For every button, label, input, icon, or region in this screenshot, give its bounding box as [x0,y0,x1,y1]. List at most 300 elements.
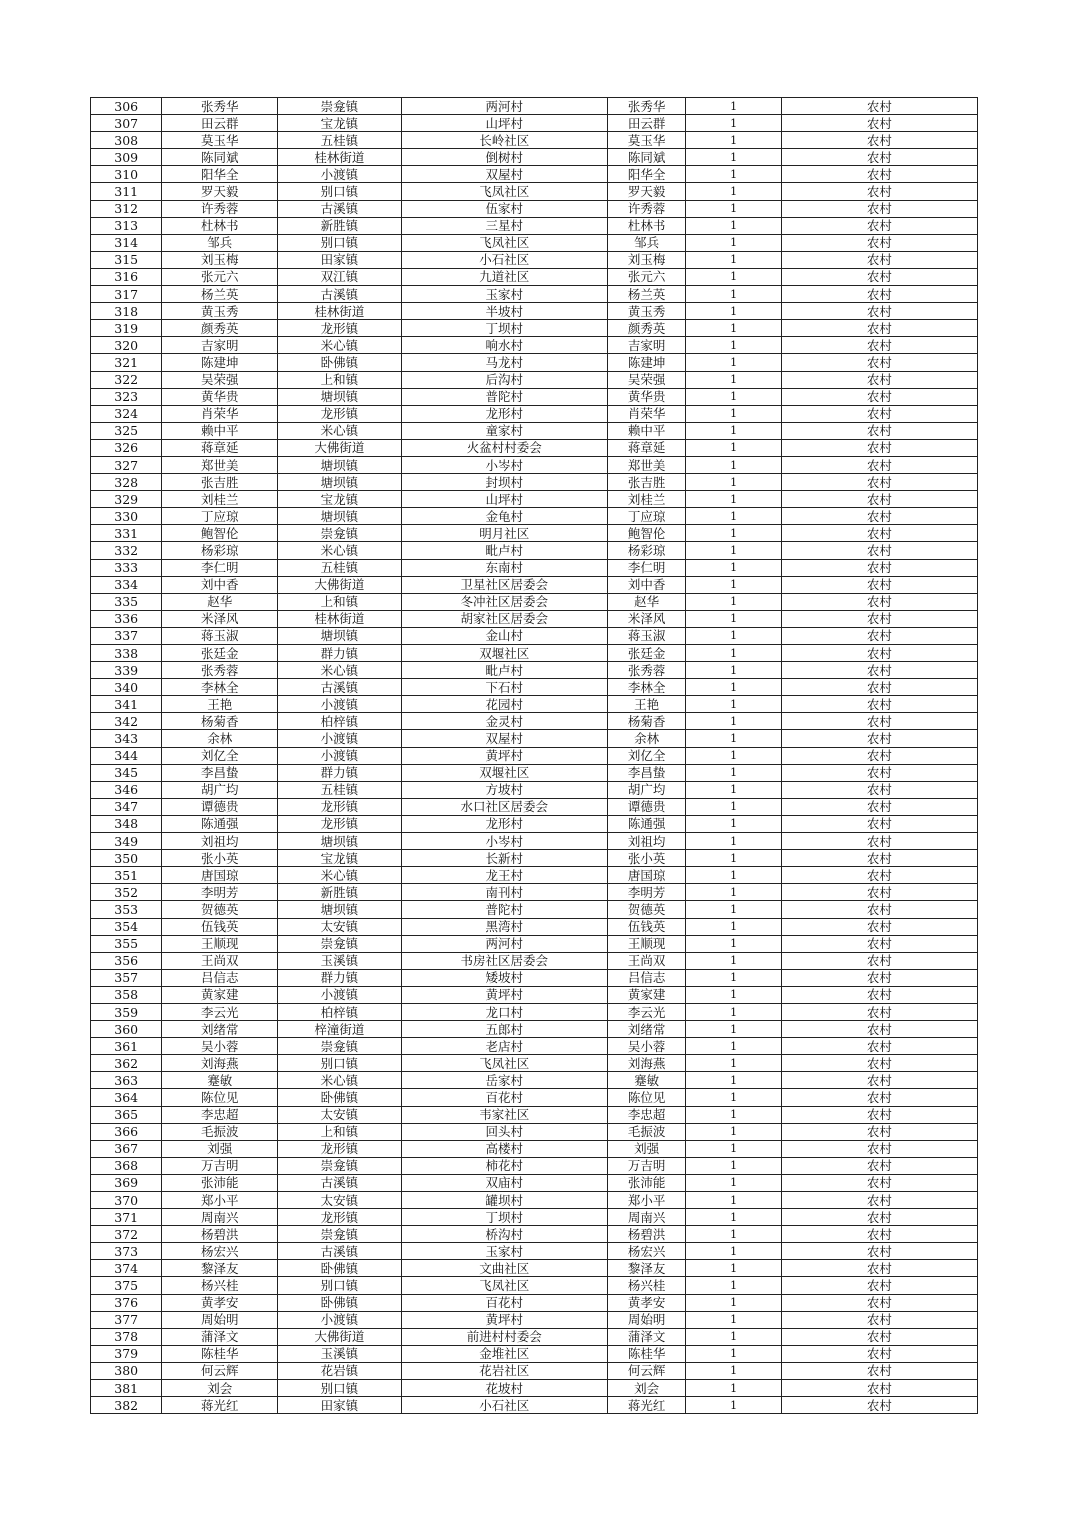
cell-count: 1 [686,986,782,1003]
cell-name: 陈同斌 [162,149,278,166]
cell-name: 陈建坤 [162,354,278,371]
cell-category: 农村 [781,1345,977,1362]
table-row [91,508,978,525]
cell-count: 1 [686,508,782,525]
cell-name: 余林 [162,730,278,747]
cell-name: 肖荣华 [162,405,278,422]
cell-index: 361 [91,1038,162,1055]
cell-index: 324 [91,405,162,422]
cell-recipient: 颜秀英 [607,320,685,337]
cell-index: 382 [91,1397,162,1414]
cell-village: 飞凤社区 [401,1055,607,1072]
table-row [91,645,978,662]
cell-village: 下石村 [401,679,607,696]
cell-count: 1 [686,371,782,388]
cell-count: 1 [686,405,782,422]
cell-recipient: 刘会 [607,1380,685,1397]
cell-recipient: 黄玉秀 [607,303,685,320]
cell-village: 玉家村 [401,286,607,303]
cell-village: 双庙村 [401,1174,607,1191]
cell-count: 1 [686,1072,782,1089]
cell-category: 农村 [781,1311,977,1328]
table-row [91,439,978,456]
cell-name: 王顺现 [162,935,278,952]
cell-name: 莫玉华 [162,132,278,149]
cell-name: 黄玉秀 [162,303,278,320]
cell-index: 312 [91,200,162,217]
table-row [91,1328,978,1345]
cell-recipient: 黄华贵 [607,388,685,405]
table-row [91,781,978,798]
cell-village: 两河村 [401,98,607,115]
table-row [91,1072,978,1089]
cell-village: 老店村 [401,1038,607,1055]
cell-village: 花岩社区 [401,1362,607,1379]
cell-recipient: 张秀蓉 [607,662,685,679]
table-row [91,798,978,815]
cell-recipient: 余林 [607,730,685,747]
cell-village: 百花村 [401,1294,607,1311]
table-row [91,491,978,508]
cell-township: 大佛街道 [278,439,402,456]
cell-village: 岳家村 [401,1072,607,1089]
cell-township: 崇龛镇 [278,1226,402,1243]
cell-village: 山坪村 [401,115,607,132]
cell-category: 农村 [781,833,977,850]
cell-category: 农村 [781,422,977,439]
cell-name: 杨兴桂 [162,1277,278,1294]
cell-recipient: 唐国琼 [607,867,685,884]
cell-index: 331 [91,525,162,542]
cell-index: 374 [91,1260,162,1277]
cell-index: 373 [91,1243,162,1260]
cell-index: 311 [91,183,162,200]
cell-index: 307 [91,115,162,132]
table-row [91,1397,978,1414]
cell-count: 1 [686,1089,782,1106]
cell-township: 塘坝镇 [278,901,402,918]
cell-recipient: 刘强 [607,1140,685,1157]
cell-village: 金山村 [401,627,607,644]
cell-category: 农村 [781,303,977,320]
cell-category: 农村 [781,1362,977,1379]
cell-index: 345 [91,764,162,781]
cell-category: 农村 [781,1089,977,1106]
cell-category: 农村 [781,183,977,200]
cell-index: 333 [91,559,162,576]
cell-name: 刘亿全 [162,747,278,764]
cell-name: 蒋章延 [162,439,278,456]
cell-count: 1 [686,1243,782,1260]
cell-index: 317 [91,286,162,303]
table-row [91,1021,978,1038]
cell-category: 农村 [781,98,977,115]
cell-count: 1 [686,730,782,747]
cell-count: 1 [686,166,782,183]
cell-name: 张元六 [162,268,278,285]
table-row [91,1055,978,1072]
table-row [91,850,978,867]
cell-index: 380 [91,1362,162,1379]
cell-name: 吉家明 [162,337,278,354]
cell-village: 童家村 [401,422,607,439]
cell-township: 崇龛镇 [278,525,402,542]
cell-count: 1 [686,696,782,713]
cell-count: 1 [686,679,782,696]
cell-category: 农村 [781,166,977,183]
cell-recipient: 杨菊香 [607,713,685,730]
cell-index: 359 [91,1003,162,1020]
cell-village: 双堰社区 [401,764,607,781]
cell-index: 348 [91,815,162,832]
table-row [91,627,978,644]
table-row [91,149,978,166]
cell-category: 农村 [781,371,977,388]
cell-recipient: 米泽风 [607,610,685,627]
cell-village: 火盆村村委会 [401,439,607,456]
cell-recipient: 刘玉梅 [607,251,685,268]
cell-village: 南刊村 [401,884,607,901]
cell-recipient: 吴小蓉 [607,1038,685,1055]
cell-category: 农村 [781,286,977,303]
cell-recipient: 刘中香 [607,576,685,593]
cell-category: 农村 [781,627,977,644]
cell-category: 农村 [781,1226,977,1243]
cell-count: 1 [686,1260,782,1277]
table-row [91,696,978,713]
cell-recipient: 陈桂华 [607,1345,685,1362]
cell-name: 张吉胜 [162,474,278,491]
cell-recipient: 陈位见 [607,1089,685,1106]
cell-township: 玉溪镇 [278,952,402,969]
cell-recipient: 李林全 [607,679,685,696]
cell-index: 375 [91,1277,162,1294]
cell-category: 农村 [781,1294,977,1311]
cell-township: 别口镇 [278,234,402,251]
cell-category: 农村 [781,935,977,952]
cell-name: 黄华贵 [162,388,278,405]
cell-village: 回头村 [401,1123,607,1140]
cell-count: 1 [686,1157,782,1174]
cell-name: 蒋玉淑 [162,627,278,644]
cell-name: 鲍智伦 [162,525,278,542]
cell-township: 米心镇 [278,542,402,559]
cell-count: 1 [686,217,782,234]
cell-township: 大佛街道 [278,1328,402,1345]
cell-count: 1 [686,1345,782,1362]
cell-category: 农村 [781,730,977,747]
cell-village: 封坝村 [401,474,607,491]
cell-recipient: 田云群 [607,115,685,132]
cell-township: 龙形镇 [278,1209,402,1226]
cell-village: 半坡村 [401,303,607,320]
table-row [91,542,978,559]
cell-village: 书房社区居委会 [401,952,607,969]
cell-count: 1 [686,234,782,251]
cell-index: 334 [91,576,162,593]
table-row [91,730,978,747]
cell-index: 335 [91,593,162,610]
cell-recipient: 杨兴桂 [607,1277,685,1294]
cell-count: 1 [686,645,782,662]
cell-recipient: 张廷金 [607,645,685,662]
cell-village: 长岭社区 [401,132,607,149]
cell-name: 李云光 [162,1003,278,1020]
cell-index: 354 [91,918,162,935]
cell-index: 315 [91,251,162,268]
cell-village: 九道社区 [401,268,607,285]
cell-count: 1 [686,1226,782,1243]
cell-recipient: 刘海燕 [607,1055,685,1072]
cell-index: 336 [91,610,162,627]
cell-village: 丁坝村 [401,1209,607,1226]
cell-village: 毗卢村 [401,662,607,679]
cell-village: 三星村 [401,217,607,234]
cell-recipient: 郑小平 [607,1192,685,1209]
cell-index: 337 [91,627,162,644]
table-row [91,969,978,986]
cell-name: 谭德贵 [162,798,278,815]
cell-category: 农村 [781,1397,977,1414]
cell-name: 丁应琼 [162,508,278,525]
cell-index: 339 [91,662,162,679]
cell-category: 农村 [781,217,977,234]
cell-township: 卧佛镇 [278,1089,402,1106]
cell-index: 344 [91,747,162,764]
cell-category: 农村 [781,149,977,166]
cell-count: 1 [686,1021,782,1038]
cell-village: 飞凤社区 [401,234,607,251]
cell-count: 1 [686,474,782,491]
table-row [91,1157,978,1174]
cell-category: 农村 [781,405,977,422]
cell-township: 桂林街道 [278,149,402,166]
cell-name: 张秀蓉 [162,662,278,679]
table-row [91,1260,978,1277]
table-row [91,98,978,115]
cell-name: 杜林书 [162,217,278,234]
cell-count: 1 [686,1055,782,1072]
table-row [91,747,978,764]
table-row [91,764,978,781]
cell-village: 金堆社区 [401,1345,607,1362]
cell-name: 李忠超 [162,1106,278,1123]
cell-category: 农村 [781,1328,977,1345]
cell-category: 农村 [781,798,977,815]
cell-index: 377 [91,1311,162,1328]
cell-name: 郑小平 [162,1192,278,1209]
cell-category: 农村 [781,439,977,456]
table-row [91,713,978,730]
cell-recipient: 王尚双 [607,952,685,969]
cell-recipient: 张小英 [607,850,685,867]
cell-recipient: 何云辉 [607,1362,685,1379]
cell-township: 塘坝镇 [278,388,402,405]
cell-village: 花园村 [401,696,607,713]
cell-category: 农村 [781,132,977,149]
cell-village: 明月社区 [401,525,607,542]
cell-count: 1 [686,1209,782,1226]
cell-recipient: 刘祖均 [607,833,685,850]
cell-count: 1 [686,491,782,508]
cell-category: 农村 [781,115,977,132]
cell-recipient: 李昌蛰 [607,764,685,781]
cell-name: 刘会 [162,1380,278,1397]
cell-township: 桂林街道 [278,303,402,320]
cell-index: 332 [91,542,162,559]
cell-index: 308 [91,132,162,149]
cell-index: 369 [91,1174,162,1191]
cell-count: 1 [686,1038,782,1055]
cell-name: 毛振波 [162,1123,278,1140]
table-row [91,337,978,354]
cell-village: 前进村村委会 [401,1328,607,1345]
cell-count: 1 [686,1397,782,1414]
cell-township: 龙形镇 [278,320,402,337]
cell-count: 1 [686,833,782,850]
cell-count: 1 [686,149,782,166]
cell-recipient: 张吉胜 [607,474,685,491]
cell-index: 370 [91,1192,162,1209]
cell-category: 农村 [781,491,977,508]
cell-township: 米心镇 [278,337,402,354]
cell-recipient: 李仁明 [607,559,685,576]
cell-township: 米心镇 [278,662,402,679]
table-row [91,1140,978,1157]
cell-township: 卧佛镇 [278,354,402,371]
cell-count: 1 [686,559,782,576]
cell-count: 1 [686,303,782,320]
cell-count: 1 [686,1362,782,1379]
cell-index: 330 [91,508,162,525]
cell-category: 农村 [781,200,977,217]
cell-recipient: 罗天毅 [607,183,685,200]
cell-township: 别口镇 [278,1277,402,1294]
cell-count: 1 [686,320,782,337]
cell-index: 313 [91,217,162,234]
cell-count: 1 [686,1328,782,1345]
cell-village: 响水村 [401,337,607,354]
cell-name: 李昌蛰 [162,764,278,781]
table-row [91,986,978,1003]
cell-recipient: 刘亿全 [607,747,685,764]
cell-index: 358 [91,986,162,1003]
cell-village: 普陀村 [401,388,607,405]
cell-name: 张沛能 [162,1174,278,1191]
cell-category: 农村 [781,1174,977,1191]
cell-count: 1 [686,286,782,303]
cell-index: 372 [91,1226,162,1243]
cell-township: 太安镇 [278,918,402,935]
cell-recipient: 李忠超 [607,1106,685,1123]
cell-category: 农村 [781,1003,977,1020]
cell-index: 320 [91,337,162,354]
cell-recipient: 蒋光红 [607,1397,685,1414]
cell-township: 崇龛镇 [278,935,402,952]
cell-category: 农村 [781,901,977,918]
cell-index: 321 [91,354,162,371]
cell-count: 1 [686,439,782,456]
cell-township: 小渡镇 [278,747,402,764]
cell-recipient: 王顺现 [607,935,685,952]
cell-recipient: 张沛能 [607,1174,685,1191]
cell-index: 357 [91,969,162,986]
table-body [91,98,978,1414]
table-row [91,217,978,234]
cell-name: 刘桂兰 [162,491,278,508]
cell-township: 上和镇 [278,371,402,388]
cell-village: 黄坪村 [401,986,607,1003]
cell-village: 方坡村 [401,781,607,798]
cell-count: 1 [686,337,782,354]
cell-category: 农村 [781,1140,977,1157]
cell-count: 1 [686,884,782,901]
cell-village: 东南村 [401,559,607,576]
cell-recipient: 万吉明 [607,1157,685,1174]
table-row [91,867,978,884]
cell-category: 农村 [781,696,977,713]
cell-count: 1 [686,1380,782,1397]
cell-index: 319 [91,320,162,337]
cell-village: 龙形村 [401,405,607,422]
cell-name: 阳华全 [162,166,278,183]
table-row [91,559,978,576]
cell-village: 文曲社区 [401,1260,607,1277]
cell-name: 杨碧洪 [162,1226,278,1243]
cell-village: 矮坡村 [401,969,607,986]
cell-village: 飞凤社区 [401,183,607,200]
cell-category: 农村 [781,474,977,491]
cell-category: 农村 [781,662,977,679]
cell-count: 1 [686,867,782,884]
cell-index: 364 [91,1089,162,1106]
cell-category: 农村 [781,337,977,354]
cell-township: 古溪镇 [278,200,402,217]
cell-count: 1 [686,1003,782,1020]
cell-category: 农村 [781,867,977,884]
cell-recipient: 郑世美 [607,456,685,473]
cell-village: 后沟村 [401,371,607,388]
cell-recipient: 王艳 [607,696,685,713]
cell-count: 1 [686,969,782,986]
table-row [91,166,978,183]
cell-township: 太安镇 [278,1106,402,1123]
cell-township: 崇龛镇 [278,1157,402,1174]
cell-name: 许秀蓉 [162,200,278,217]
cell-index: 376 [91,1294,162,1311]
cell-name: 黄孝安 [162,1294,278,1311]
table-row [91,1174,978,1191]
cell-category: 农村 [781,559,977,576]
cell-category: 农村 [781,884,977,901]
cell-recipient: 谭德贵 [607,798,685,815]
cell-recipient: 赖中平 [607,422,685,439]
cell-count: 1 [686,1140,782,1157]
cell-township: 塘坝镇 [278,508,402,525]
cell-village: 龙形村 [401,815,607,832]
cell-recipient: 杨兰英 [607,286,685,303]
table-row [91,320,978,337]
cell-township: 崇龛镇 [278,98,402,115]
cell-township: 玉溪镇 [278,1345,402,1362]
cell-township: 古溪镇 [278,1174,402,1191]
table-row [91,525,978,542]
cell-index: 349 [91,833,162,850]
table-row [91,1089,978,1106]
cell-index: 371 [91,1209,162,1226]
cell-recipient: 阳华全 [607,166,685,183]
cell-township: 五桂镇 [278,781,402,798]
